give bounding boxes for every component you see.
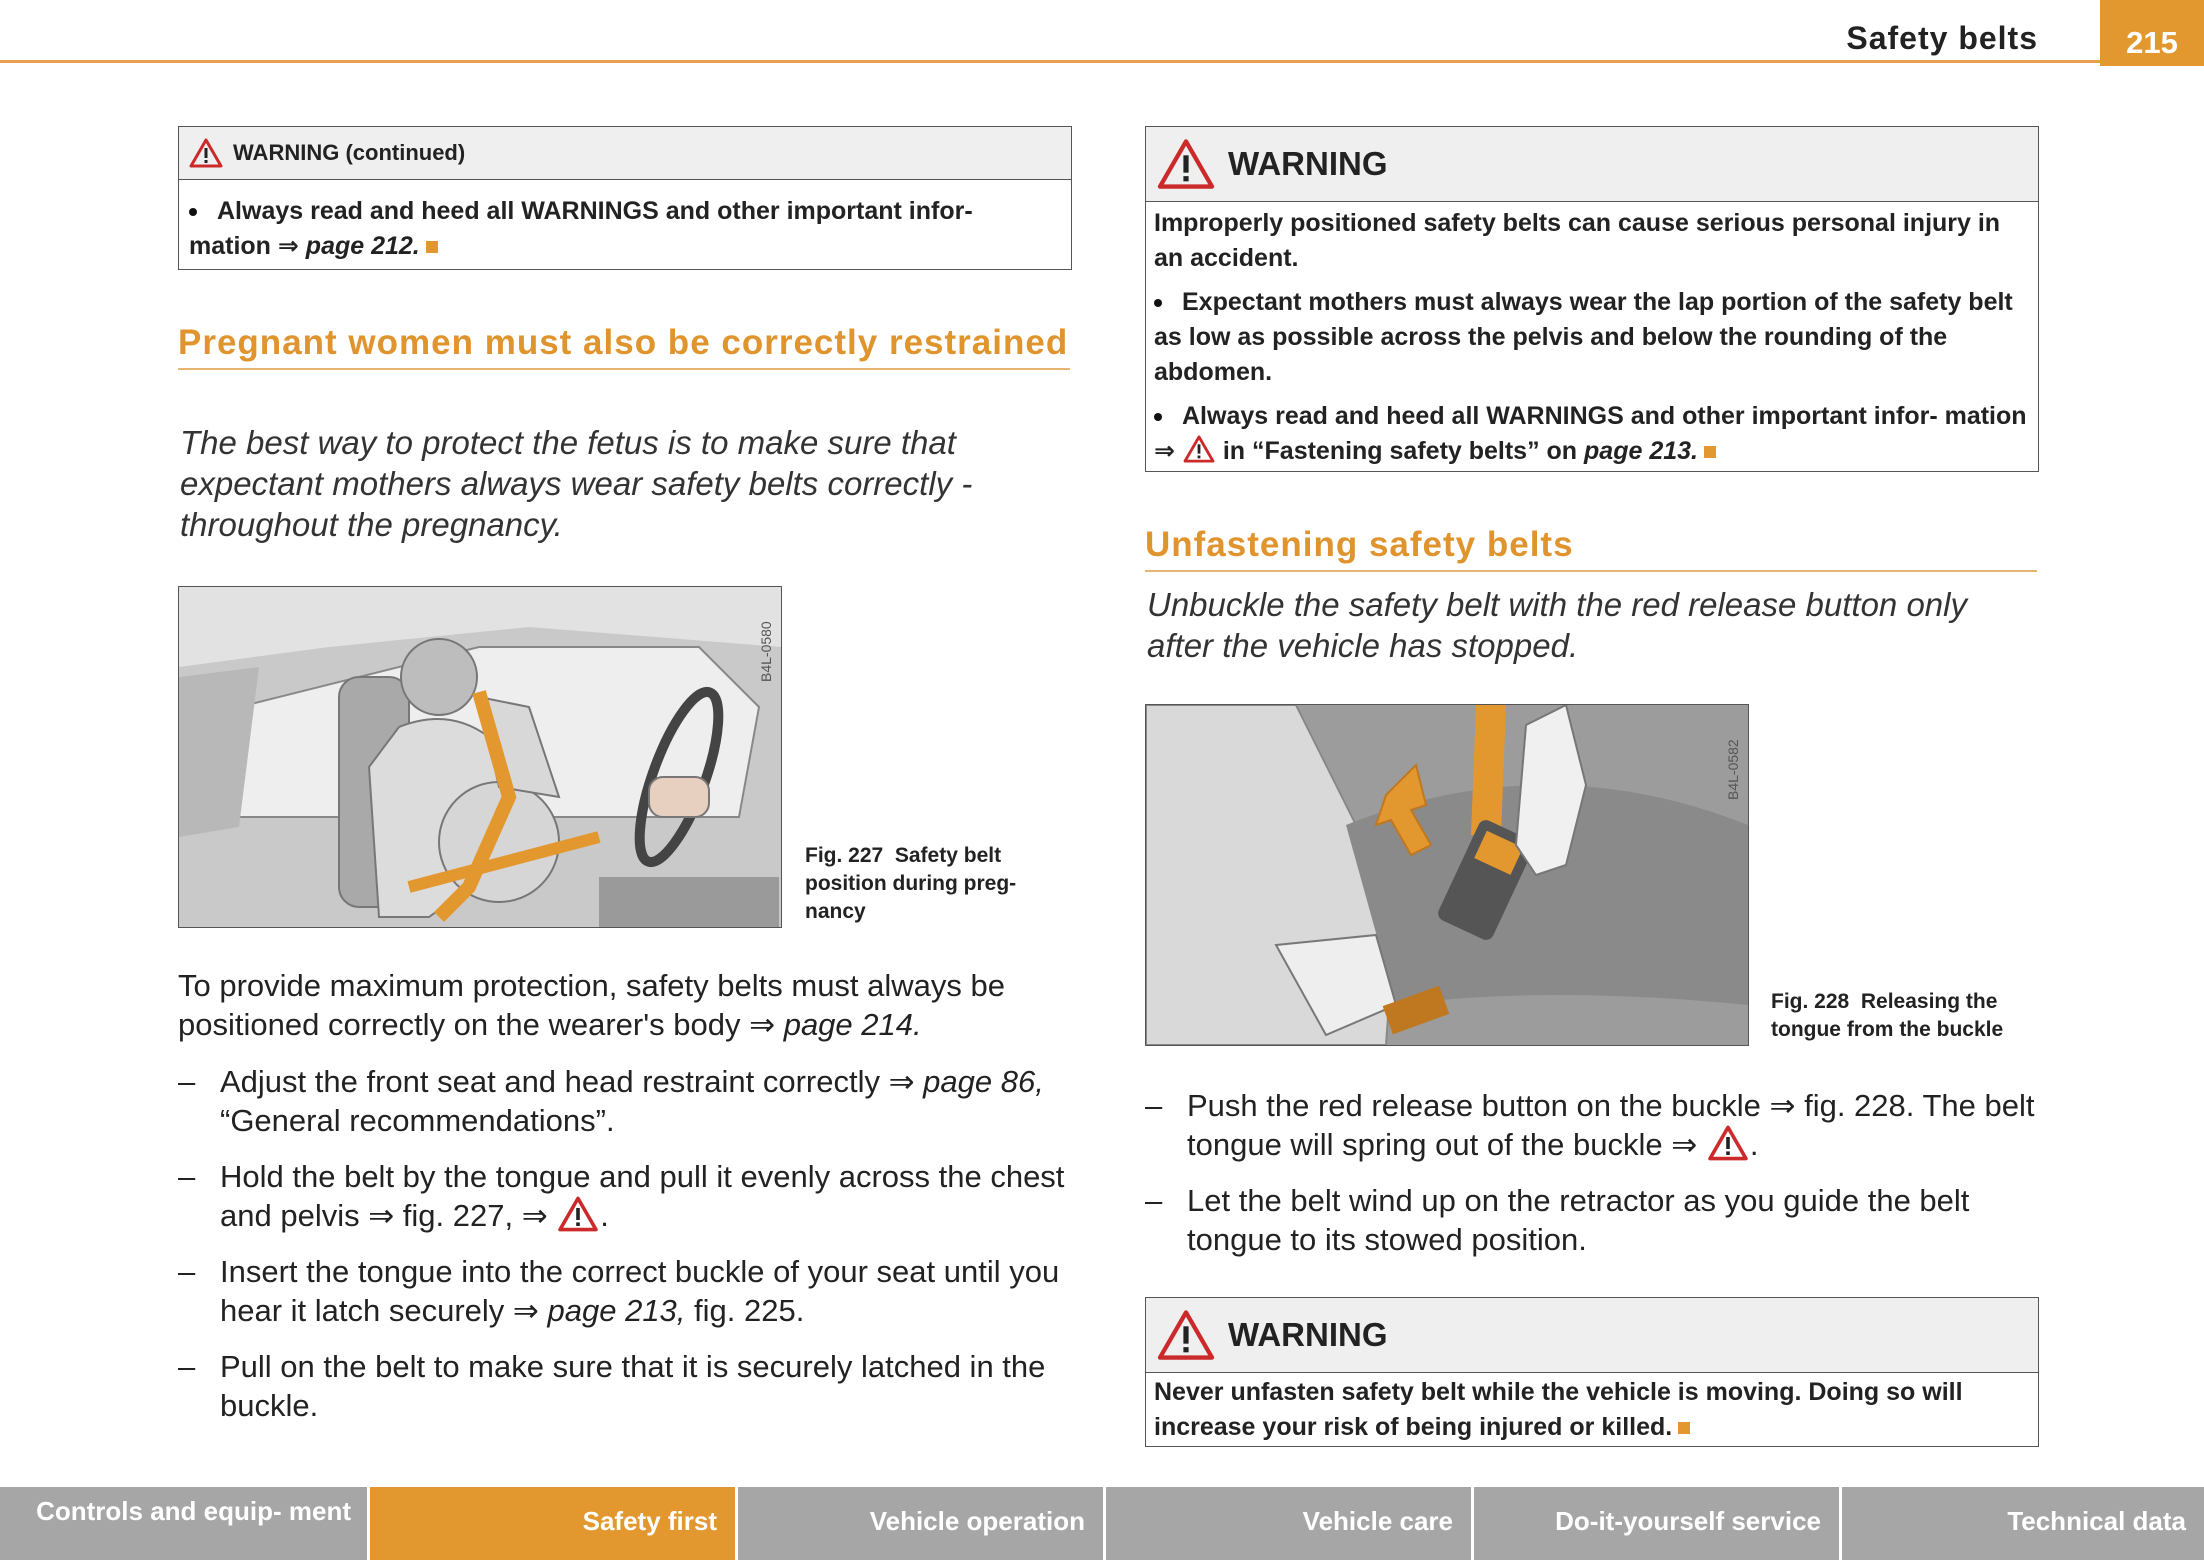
list-item (178, 1252, 1070, 1330)
nav-tab-vehicle-operation[interactable] (738, 1487, 1106, 1560)
warning-continued-text: Always read and heed all WARNINGS and other important infor- (217, 197, 973, 225)
figure-228-image (1145, 704, 1749, 1046)
warning-header (1146, 127, 2038, 202)
nav-tab-vehicle-care[interactable] (1106, 1487, 1474, 1560)
figure-228-code: B4L-0582 (1725, 739, 1741, 800)
nav-tab-controls[interactable] (0, 1487, 370, 1560)
warning-body (1146, 202, 2038, 469)
nav-tab-label: Vehicle care (1302, 1506, 1453, 1536)
figure-227-number: Fig. 227 (805, 844, 884, 867)
figure-227-caption (805, 842, 1070, 926)
nav-tab-label: Technical data (2007, 1506, 2186, 1536)
bullet (189, 208, 197, 216)
body-paragraph-text: To provide maximum protection, safety belts must always be positioned correctly on the wearer's body ⇒ (178, 968, 1006, 1042)
warning-text: Never unfasten safety belt while the vehicle is moving. Doing so will increase your risk of being injured or killed. (1154, 1378, 1963, 1441)
warning-body (1146, 1373, 2038, 1445)
steps-list-right (1145, 1086, 2037, 1276)
nav-tab-label: Safety first (582, 1506, 717, 1536)
list-item (1145, 1086, 2037, 1164)
warning-triangle-icon[interactable] (556, 1196, 600, 1232)
list-item-text-end: “General recommendations”. (220, 1103, 615, 1138)
intro-pregnant: The best way to protect the fetus is to make sure that expectant mothers always wear safety belts correctly - throughout the pregnancy. (180, 424, 973, 543)
page-ref-link[interactable]: page 213. (1584, 437, 1698, 465)
warning-header (1146, 1298, 2038, 1373)
list-item-text-end: fig. 225. (685, 1293, 805, 1328)
list-item (178, 1347, 1070, 1425)
warning-triangle-icon[interactable] (1182, 435, 1216, 463)
nav-tab-diy-service[interactable] (1474, 1487, 1842, 1560)
warning-bullet-2: Always read and heed all WARNINGS and other important infor- mation ⇒ (1154, 402, 2027, 465)
figure-228-caption (1771, 988, 2041, 1044)
list-item-text: Let the belt wind up on the retractor as you guide the belt tongue to its stowed position. (1187, 1183, 1970, 1257)
nav-tab-safety-first[interactable] (370, 1487, 738, 1560)
page-title: Safety belts (1846, 20, 2038, 56)
figure-228-number: Fig. 228 (1771, 990, 1850, 1013)
warning-triangle-icon[interactable] (1706, 1125, 1750, 1161)
list-item-text-end: . (1749, 1127, 1759, 1162)
end-marker (426, 241, 438, 253)
warning-triangle-icon (189, 138, 223, 168)
list-item (1145, 1181, 2037, 1259)
list-item-text: Pull on the belt to make sure that it is securely latched in the buckle. (220, 1349, 1046, 1423)
warning-box-belts (1145, 126, 2039, 472)
warning-bullet-2-cont: in “Fastening safety belts” on (1215, 437, 1585, 465)
warning-lead: Improperly positioned safety belts can cause serious personal injury in an accident. (1154, 209, 2001, 272)
end-marker (1678, 1422, 1690, 1434)
figure-227-code: B4L-0580 (758, 621, 774, 682)
warning-box-unfasten (1145, 1297, 2039, 1447)
section-heading-pregnant: Pregnant women must also be correctly restrained (178, 322, 1070, 370)
warning-title: WARNING (1228, 1316, 1388, 1353)
warning-title: WARNING (1228, 145, 1388, 182)
warning-continued-header (179, 127, 1071, 180)
buckle-release-illustration (1146, 705, 1748, 1045)
nav-tab-label: Do-it-yourself service (1555, 1506, 1821, 1536)
steps-list-left (178, 1062, 1070, 1442)
warning-continued-text-2: mation ⇒ (189, 232, 306, 260)
body-paragraph (178, 966, 1070, 1044)
bullet (1154, 413, 1162, 421)
list-item (178, 1062, 1070, 1140)
figure-227-image (178, 586, 782, 928)
list-item-text: Push the red release button on the buckle ⇒ fig. 228. The belt tongue will spring out of the buckle ⇒ (1187, 1088, 2035, 1162)
warning-continued-box (178, 126, 1072, 270)
warning-triangle-icon (1156, 1309, 1216, 1361)
list-item-text-end: . (600, 1198, 609, 1233)
figure-228-caption-text: Releasing the tongue from the buckle (1771, 990, 2004, 1041)
nav-tab-label: Controls and equip- ment (36, 1496, 351, 1526)
warning-continued-body (179, 180, 1071, 264)
page-ref-link[interactable]: page 86, (923, 1064, 1044, 1099)
list-item (178, 1157, 1070, 1235)
page-ref-link[interactable]: page 212. (305, 232, 420, 260)
page-ref-link[interactable]: page 214. (783, 1007, 922, 1042)
list-item-text: Hold the belt by the tongue and pull it evenly across the chest and pelvis ⇒ fig. 227, ⇒ (220, 1159, 1065, 1233)
warning-continued-title: WARNING (continued) (233, 140, 466, 165)
list-item-text: Adjust the front seat and head restraint correctly ⇒ (220, 1064, 924, 1099)
section-heading-unfastening: Unfastening safety belts (1145, 524, 2037, 572)
nav-tab-label: Vehicle operation (869, 1506, 1085, 1536)
warning-bullet-1: Expectant mothers must always wear the lap portion of the safety belt as low as possible across the pelvis and below the rounding of the abdomen. (1154, 288, 2013, 386)
list-item-text: Insert the tongue into the correct buckle of your seat until you hear it latch securely ⇒ (220, 1254, 1060, 1328)
end-marker (1704, 446, 1716, 458)
footer-nav (0, 1487, 2204, 1560)
pregnant-driver-illustration (179, 587, 781, 927)
intro-unfastening: Unbuckle the safety belt with the red release button only after the vehicle has stopped. (1147, 586, 1967, 664)
page-number: 215 (2100, 0, 2204, 66)
warning-triangle-icon (1156, 138, 1216, 190)
header-rule (0, 60, 2100, 63)
bullet (1154, 299, 1162, 307)
nav-tab-technical-data[interactable] (1842, 1487, 2204, 1560)
page-ref-link[interactable]: page 213, (547, 1293, 686, 1328)
figure-227-caption-text: Safety belt position during preg- nancy (805, 844, 1017, 923)
